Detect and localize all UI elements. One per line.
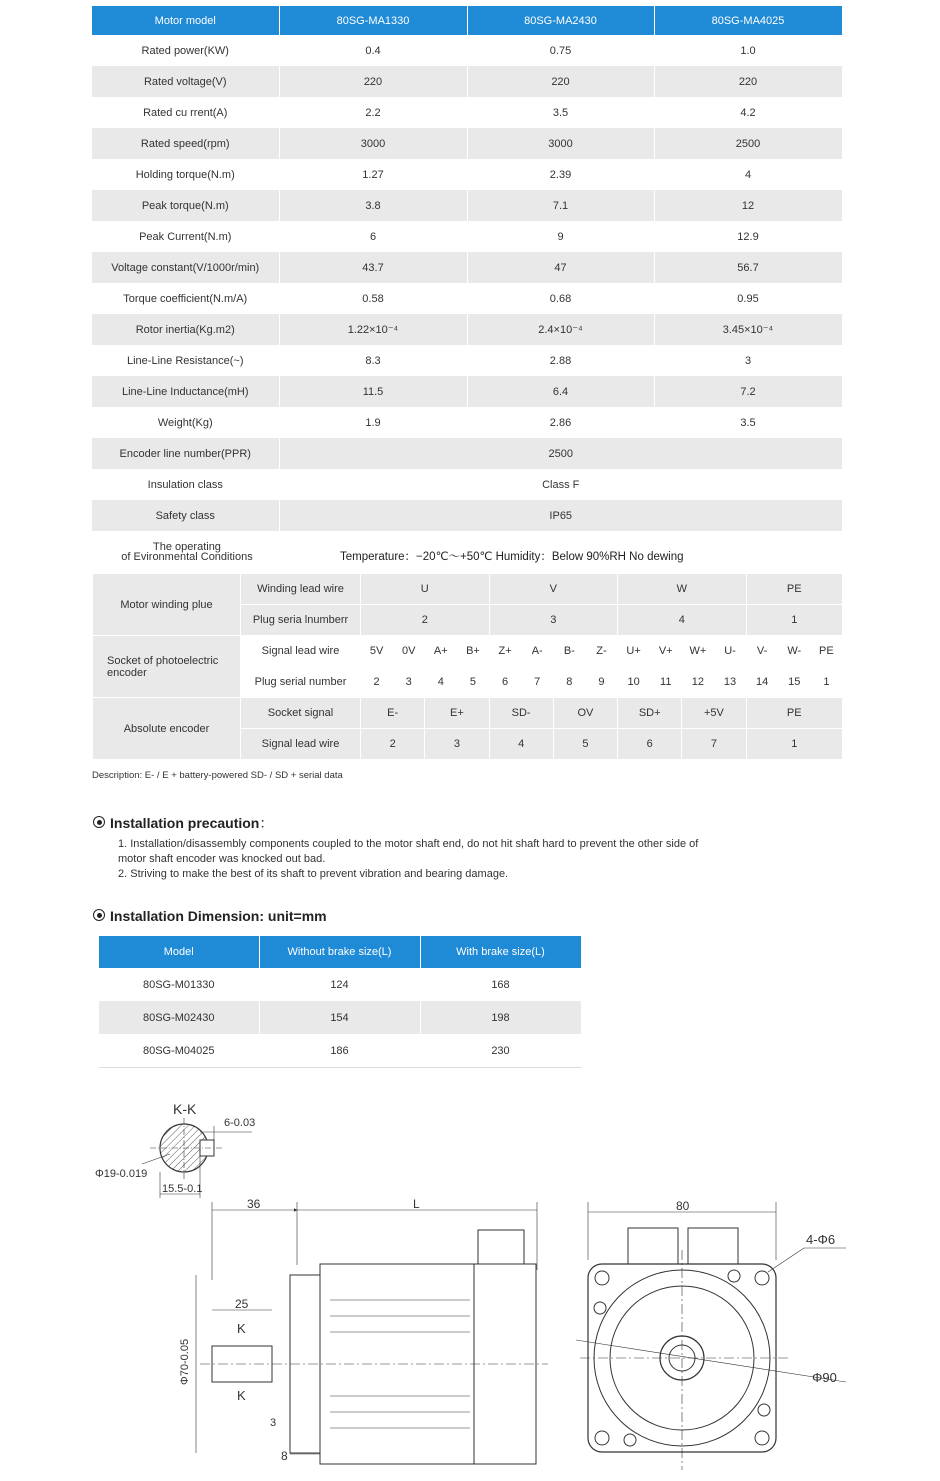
- winding-cell: PE: [746, 574, 842, 605]
- header-model-2: 80SG-MA2430: [467, 6, 654, 35]
- dim-header-model: Model: [99, 936, 259, 968]
- photo-cell: 4: [425, 667, 457, 698]
- precaution-item-1-cont: motor shaft encoder was knocked out bad.: [118, 853, 326, 865]
- photo-cell: 9: [585, 667, 617, 698]
- shaft-length-label: 25: [235, 1297, 249, 1311]
- photo-cell: 3: [393, 667, 425, 698]
- spec-merged-cell: Class F: [542, 478, 580, 491]
- absolute-cell: OV: [553, 698, 617, 729]
- spec-cell: 4.2: [654, 97, 842, 128]
- spec-cell: 0.4: [279, 35, 467, 66]
- absolute-row2-label: Signal lead wire: [241, 729, 361, 760]
- dim-cell: 198: [420, 1001, 581, 1034]
- spec-cell: 7.1: [467, 190, 654, 221]
- spec-row-label: Rotor inertia(Kg.m2): [92, 314, 279, 345]
- spec-cell: 3000: [467, 128, 654, 159]
- dimension-header-row: [99, 936, 581, 968]
- photo-cell: U-: [714, 636, 746, 667]
- spec-cell: 4: [654, 159, 842, 190]
- precaution-title-suffix: ：: [259, 815, 274, 831]
- spec-cell: 47: [467, 252, 654, 283]
- operating-conditions-text: Temperature：−20℃～+50℃ Humidity：Below 90%RH No dewing: [340, 551, 684, 563]
- spec-row-label: Rated power(KW): [92, 35, 279, 66]
- operating-conditions-row: [92, 538, 842, 570]
- spec-cell: 6: [279, 221, 467, 252]
- operating-conditions-label: [92, 542, 282, 562]
- dim-cell: 80SG-M02430: [99, 1001, 259, 1034]
- motor-front-view: [576, 1199, 846, 1470]
- front-length-label: 36: [247, 1197, 261, 1211]
- spec-row: [92, 283, 842, 314]
- screw-hole-icon: [624, 1434, 636, 1446]
- photo-cell: V-: [746, 636, 778, 667]
- photo-cell: 15: [778, 667, 810, 698]
- pilot-length-label: 8: [281, 1449, 288, 1463]
- dim-cell: 80SG-M04025: [99, 1034, 259, 1068]
- spec-row: [92, 376, 842, 407]
- spec-cell: 220: [279, 66, 467, 97]
- operating-label-line1: The operating: [153, 541, 221, 553]
- dimension-row: [99, 1001, 581, 1034]
- spec-row-label: Voltage constant(V/1000r/min): [92, 252, 279, 283]
- winding-row2-label: Plug seria lnumberr: [241, 605, 361, 636]
- bullet-circle-icon: [93, 909, 105, 921]
- photo-cell: 7: [521, 667, 553, 698]
- photo-cell: 5: [457, 667, 489, 698]
- spec-cell: 1.22×10⁻⁴: [279, 314, 467, 345]
- spec-cell: 3.5: [654, 407, 842, 438]
- spec-row: [92, 159, 842, 190]
- spec-row: [92, 252, 842, 283]
- motor-side-view: [179, 1197, 548, 1464]
- spec-row-label: Rated cu rrent(A): [92, 97, 279, 128]
- holes-label: 4-Φ6: [806, 1232, 836, 1247]
- absolute-cell: 1: [746, 729, 842, 760]
- square-size-label: 80: [676, 1199, 690, 1213]
- photo-cell: W-: [778, 636, 810, 667]
- photo-cell: W+: [682, 636, 714, 667]
- spec-cell: 0.95: [654, 283, 842, 314]
- spec-row-label: Weight(Kg): [92, 407, 279, 438]
- mount-hole-icon: [755, 1431, 769, 1445]
- flange-thickness-label: 3: [270, 1417, 277, 1429]
- absolute-cell: 2: [361, 729, 425, 760]
- absolute-cell: E+: [425, 698, 489, 729]
- photo-cell: 14: [746, 667, 778, 698]
- mount-hole-icon: [595, 1271, 609, 1285]
- spec-row: [92, 66, 842, 97]
- photo-cell: V+: [650, 636, 682, 667]
- spec-cell: 2.2: [279, 97, 467, 128]
- operating-label-line2: of Evironmental Conditions: [121, 551, 253, 563]
- dimension-row: [99, 968, 581, 1001]
- shaft-section-view: [95, 1101, 255, 1198]
- photo-cell: A-: [521, 636, 553, 667]
- absolute-cell: PE: [746, 698, 842, 729]
- spec-row-label: Peak Current(N.m): [92, 221, 279, 252]
- dimension-table: [99, 936, 582, 1068]
- body-length-label: L: [413, 1197, 420, 1211]
- precaution-list: [118, 837, 818, 882]
- spec-row: [92, 221, 842, 252]
- motor-dimension-drawing: [0, 1080, 940, 1475]
- spec-cell: 1.0: [654, 35, 842, 66]
- section-mark-top: K: [237, 1321, 246, 1336]
- spec-cell: 1.9: [279, 407, 467, 438]
- spec-cell: 0.58: [279, 283, 467, 314]
- dim-cell: 230: [420, 1034, 581, 1068]
- photo-cell: Z-: [585, 636, 617, 667]
- dim-header-without-brake: Without brake size(L): [259, 936, 420, 968]
- precaution-item-2: 2. Striving to make the best of its shaft to prevent vibration and bearing damage.: [118, 868, 509, 880]
- spec-cell: 8.3: [279, 345, 467, 376]
- winding-cell: W: [618, 574, 747, 605]
- photo-cell: Z+: [489, 636, 521, 667]
- precaution-item-1: 1. Installation/disassembly components coupled to the motor shaft end, do not hit shaft hard to prevent the other side of: [118, 838, 699, 850]
- spec-row-label: Line-Line Inductance(mH): [92, 376, 279, 407]
- spec-row-label: Holding torque(N.m): [92, 159, 279, 190]
- photo-row1-label: Signal lead wire: [241, 636, 361, 667]
- absolute-row1-label: Socket signal: [241, 698, 361, 729]
- connector: [478, 1230, 524, 1264]
- photo-group-label: Socket of photoelectric encoder: [93, 636, 241, 698]
- spec-row-label: Torque coefficient(N.m/A): [92, 283, 279, 314]
- spec-cell: 6.4: [467, 376, 654, 407]
- photo-row2-label: Plug serial number: [241, 667, 361, 698]
- spec-row: [92, 35, 842, 66]
- front-connector-left: [628, 1228, 678, 1264]
- photo-cell: 8: [553, 667, 585, 698]
- spec-cell: 3.5: [467, 97, 654, 128]
- spec-row: [92, 190, 842, 221]
- absolute-cell: SD+: [618, 698, 682, 729]
- dimension-title: [93, 908, 327, 924]
- absolute-cell: E-: [361, 698, 425, 729]
- spec-row-label: Rated speed(rpm): [92, 128, 279, 159]
- absolute-cell: SD-: [489, 698, 553, 729]
- spec-cell: 3: [654, 345, 842, 376]
- photo-cell: PE: [810, 636, 842, 667]
- pcd-label: Φ90: [812, 1370, 837, 1385]
- spec-cell: 2.86: [467, 407, 654, 438]
- photo-row-1: [93, 636, 843, 667]
- spec-cell: 2500: [654, 128, 842, 159]
- photo-cell: 5V: [361, 636, 393, 667]
- spec-cell: 1.27: [279, 159, 467, 190]
- screw-hole-icon: [728, 1270, 740, 1282]
- spec-cell: 9: [467, 221, 654, 252]
- photo-cell: B+: [457, 636, 489, 667]
- header-motor-model: Motor model: [92, 6, 279, 35]
- spec-merged-cell: IP65: [279, 500, 842, 531]
- absolute-cell: +5V: [682, 698, 746, 729]
- dim-cell: 186: [259, 1034, 420, 1068]
- spec-row: [92, 97, 842, 128]
- header-model-1: 80SG-MA1330: [279, 6, 467, 35]
- precaution-title-text: Installation precaution: [110, 815, 260, 831]
- absolute-cell: 7: [682, 729, 746, 760]
- header-model-3: 80SG-MA4025: [654, 6, 842, 35]
- absolute-row-1: [93, 698, 843, 729]
- spec-cell: 0.75: [467, 35, 654, 66]
- spec-row-label: Line-Line Resistance(~): [92, 345, 279, 376]
- section-label: K-K: [173, 1101, 197, 1117]
- spec-row-label: Rated voltage(V): [92, 66, 279, 97]
- spec-cell: 12.9: [654, 221, 842, 252]
- screw-hole-icon: [594, 1302, 606, 1314]
- motor-body: [320, 1264, 474, 1464]
- spec-merged-cell: 2500: [279, 438, 842, 469]
- dimension-title-text: Installation Dimension: unit=mm: [110, 908, 327, 924]
- absolute-cell: 6: [618, 729, 682, 760]
- spec-row-label: Insulation class: [92, 469, 279, 500]
- spec-merged-row: [92, 438, 842, 469]
- spec-row: [92, 314, 842, 345]
- precaution-title: [93, 813, 273, 833]
- dimension-row: [99, 1034, 581, 1068]
- spec-header-row: [92, 6, 842, 35]
- spec-merged-row: [92, 500, 842, 531]
- spec-cell: 12: [654, 190, 842, 221]
- mount-hole-icon: [755, 1271, 769, 1285]
- wiring-description: Description: E- / E + battery-powered SD- / SD + serial data: [92, 770, 343, 781]
- bullet-circle-icon: [93, 816, 105, 828]
- spec-cell: 3000: [279, 128, 467, 159]
- spec-cell: 7.2: [654, 376, 842, 407]
- absolute-cell: 3: [425, 729, 489, 760]
- photo-cell: 6: [489, 667, 521, 698]
- photo-cell: 2: [361, 667, 393, 698]
- photo-cell: B-: [553, 636, 585, 667]
- winding-cell: U: [361, 574, 490, 605]
- mount-hole-icon: [595, 1431, 609, 1445]
- winding-row-1: [93, 574, 843, 605]
- spec-cell: 3.45×10⁻⁴: [654, 314, 842, 345]
- spec-cell: 220: [654, 66, 842, 97]
- spec-row-label: Safety class: [92, 500, 279, 531]
- screw-hole-icon: [758, 1404, 770, 1416]
- spec-cell: 11.5: [279, 376, 467, 407]
- photo-cell: 13: [714, 667, 746, 698]
- spec-cell: 2.88: [467, 345, 654, 376]
- photo-cell: 1: [810, 667, 842, 698]
- motor-spec-table: [92, 6, 843, 531]
- winding-cell: V: [489, 574, 618, 605]
- winding-cell: 1: [746, 605, 842, 636]
- spec-cell: 2.4×10⁻⁴: [467, 314, 654, 345]
- pilot-dia-label: Φ70-0.05: [179, 1338, 191, 1385]
- photo-cell: 10: [618, 667, 650, 698]
- absolute-cell: 5: [553, 729, 617, 760]
- spec-merged-row: [92, 469, 842, 500]
- photo-cell: 11: [650, 667, 682, 698]
- spec-row: [92, 345, 842, 376]
- spec-cell: 0.68: [467, 283, 654, 314]
- key-depth-label: 15.5-0.1: [162, 1183, 203, 1195]
- winding-cell: 4: [618, 605, 747, 636]
- winding-cell: 2: [361, 605, 490, 636]
- absolute-group-label: Absolute encoder: [93, 698, 241, 760]
- spec-cell: 220: [467, 66, 654, 97]
- spec-cell: 2.39: [467, 159, 654, 190]
- winding-group-label: Motor winding plue: [93, 574, 241, 636]
- dim-cell: 80SG-M01330: [99, 968, 259, 1001]
- photo-cell: 0V: [393, 636, 425, 667]
- spec-cell: 43.7: [279, 252, 467, 283]
- spec-row-label: Peak torque(N.m): [92, 190, 279, 221]
- wiring-table: [92, 573, 843, 760]
- absolute-cell: 4: [489, 729, 553, 760]
- shaft-dia-label: Φ19-0.019: [95, 1168, 148, 1180]
- dim-cell: 154: [259, 1001, 420, 1034]
- photo-cell: 12: [682, 667, 714, 698]
- key-width-label: 6-0.03: [224, 1117, 256, 1129]
- spec-cell: 56.7: [654, 252, 842, 283]
- front-connector-right: [688, 1228, 738, 1264]
- section-mark-bottom: K: [237, 1388, 246, 1403]
- photo-cell: U+: [618, 636, 650, 667]
- spec-row-label: Encoder line number(PPR): [92, 438, 279, 469]
- photo-cell: A+: [425, 636, 457, 667]
- spec-row: [92, 128, 842, 159]
- spec-row: [92, 407, 842, 438]
- winding-row1-label: Winding lead wire: [241, 574, 361, 605]
- dim-cell: 168: [420, 968, 581, 1001]
- dim-header-with-brake: With brake size(L): [420, 936, 581, 968]
- dim-cell: 124: [259, 968, 420, 1001]
- winding-cell: 3: [489, 605, 618, 636]
- spec-cell: 3.8: [279, 190, 467, 221]
